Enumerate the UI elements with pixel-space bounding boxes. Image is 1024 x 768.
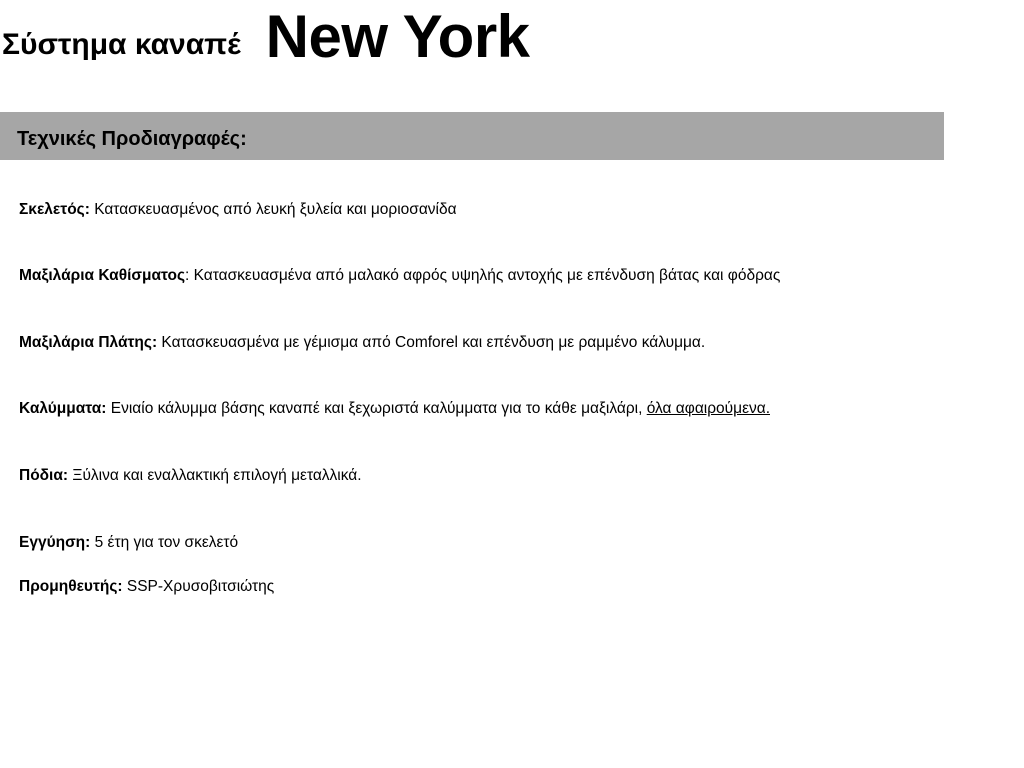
spec-label: Προμηθευτής: <box>19 578 123 595</box>
spec-legs <box>19 466 362 486</box>
spec-label: Καλύμματα: <box>19 400 107 417</box>
spec-value: Ενιαίο κάλυμμα βάσης καναπέ και ξεχωριστά καλύμματα για το κάθε μαξιλάρι, <box>106 400 647 417</box>
spec-label: Πόδια: <box>19 467 69 484</box>
spec-value: : Κατασκευασμένα από μαλακό αφρός υψηλής αντοχής με επένδυση βάτας και φόδρας <box>185 267 781 284</box>
spec-value: SSP-Χρυσοβιτσιώτης <box>122 578 275 595</box>
section-title: Τεχνικές Προδιαγραφές: <box>17 127 247 150</box>
spec-covers <box>19 399 770 419</box>
spec-value: Ξύλινα και εναλλακτική επιλογή μεταλλικά. <box>68 467 362 484</box>
spec-label: Εγγύηση: <box>19 534 91 551</box>
spec-label: Σκελετός: <box>19 201 90 218</box>
spec-back-cushions <box>19 333 705 353</box>
removable-covers-link[interactable]: όλα αφαιρούμενα. <box>646 400 770 417</box>
spec-value: Κατασκευασμένος από λευκή ξυλεία και μοριοσανίδα <box>89 201 457 218</box>
spec-seat-cushions <box>19 266 780 286</box>
spec-value: 5 έτη για τον σκελετό <box>90 534 239 551</box>
spec-supplier <box>19 577 274 597</box>
spec-value: Κατασκευασμένα με γέμισμα από Comforel και επένδυση με ραμμένο κάλυμμα. <box>157 334 706 351</box>
spec-frame <box>19 200 457 220</box>
product-name: New York <box>265 3 530 70</box>
page-title <box>2 2 530 82</box>
spec-warranty <box>19 533 238 553</box>
spec-label: Μαξιλάρια Καθίσματος <box>19 267 186 284</box>
section-header-bar <box>0 112 944 160</box>
spec-label: Μαξιλάρια Πλάτης: <box>19 334 158 351</box>
title-prefix: Σύστημα καναπέ <box>2 28 241 61</box>
